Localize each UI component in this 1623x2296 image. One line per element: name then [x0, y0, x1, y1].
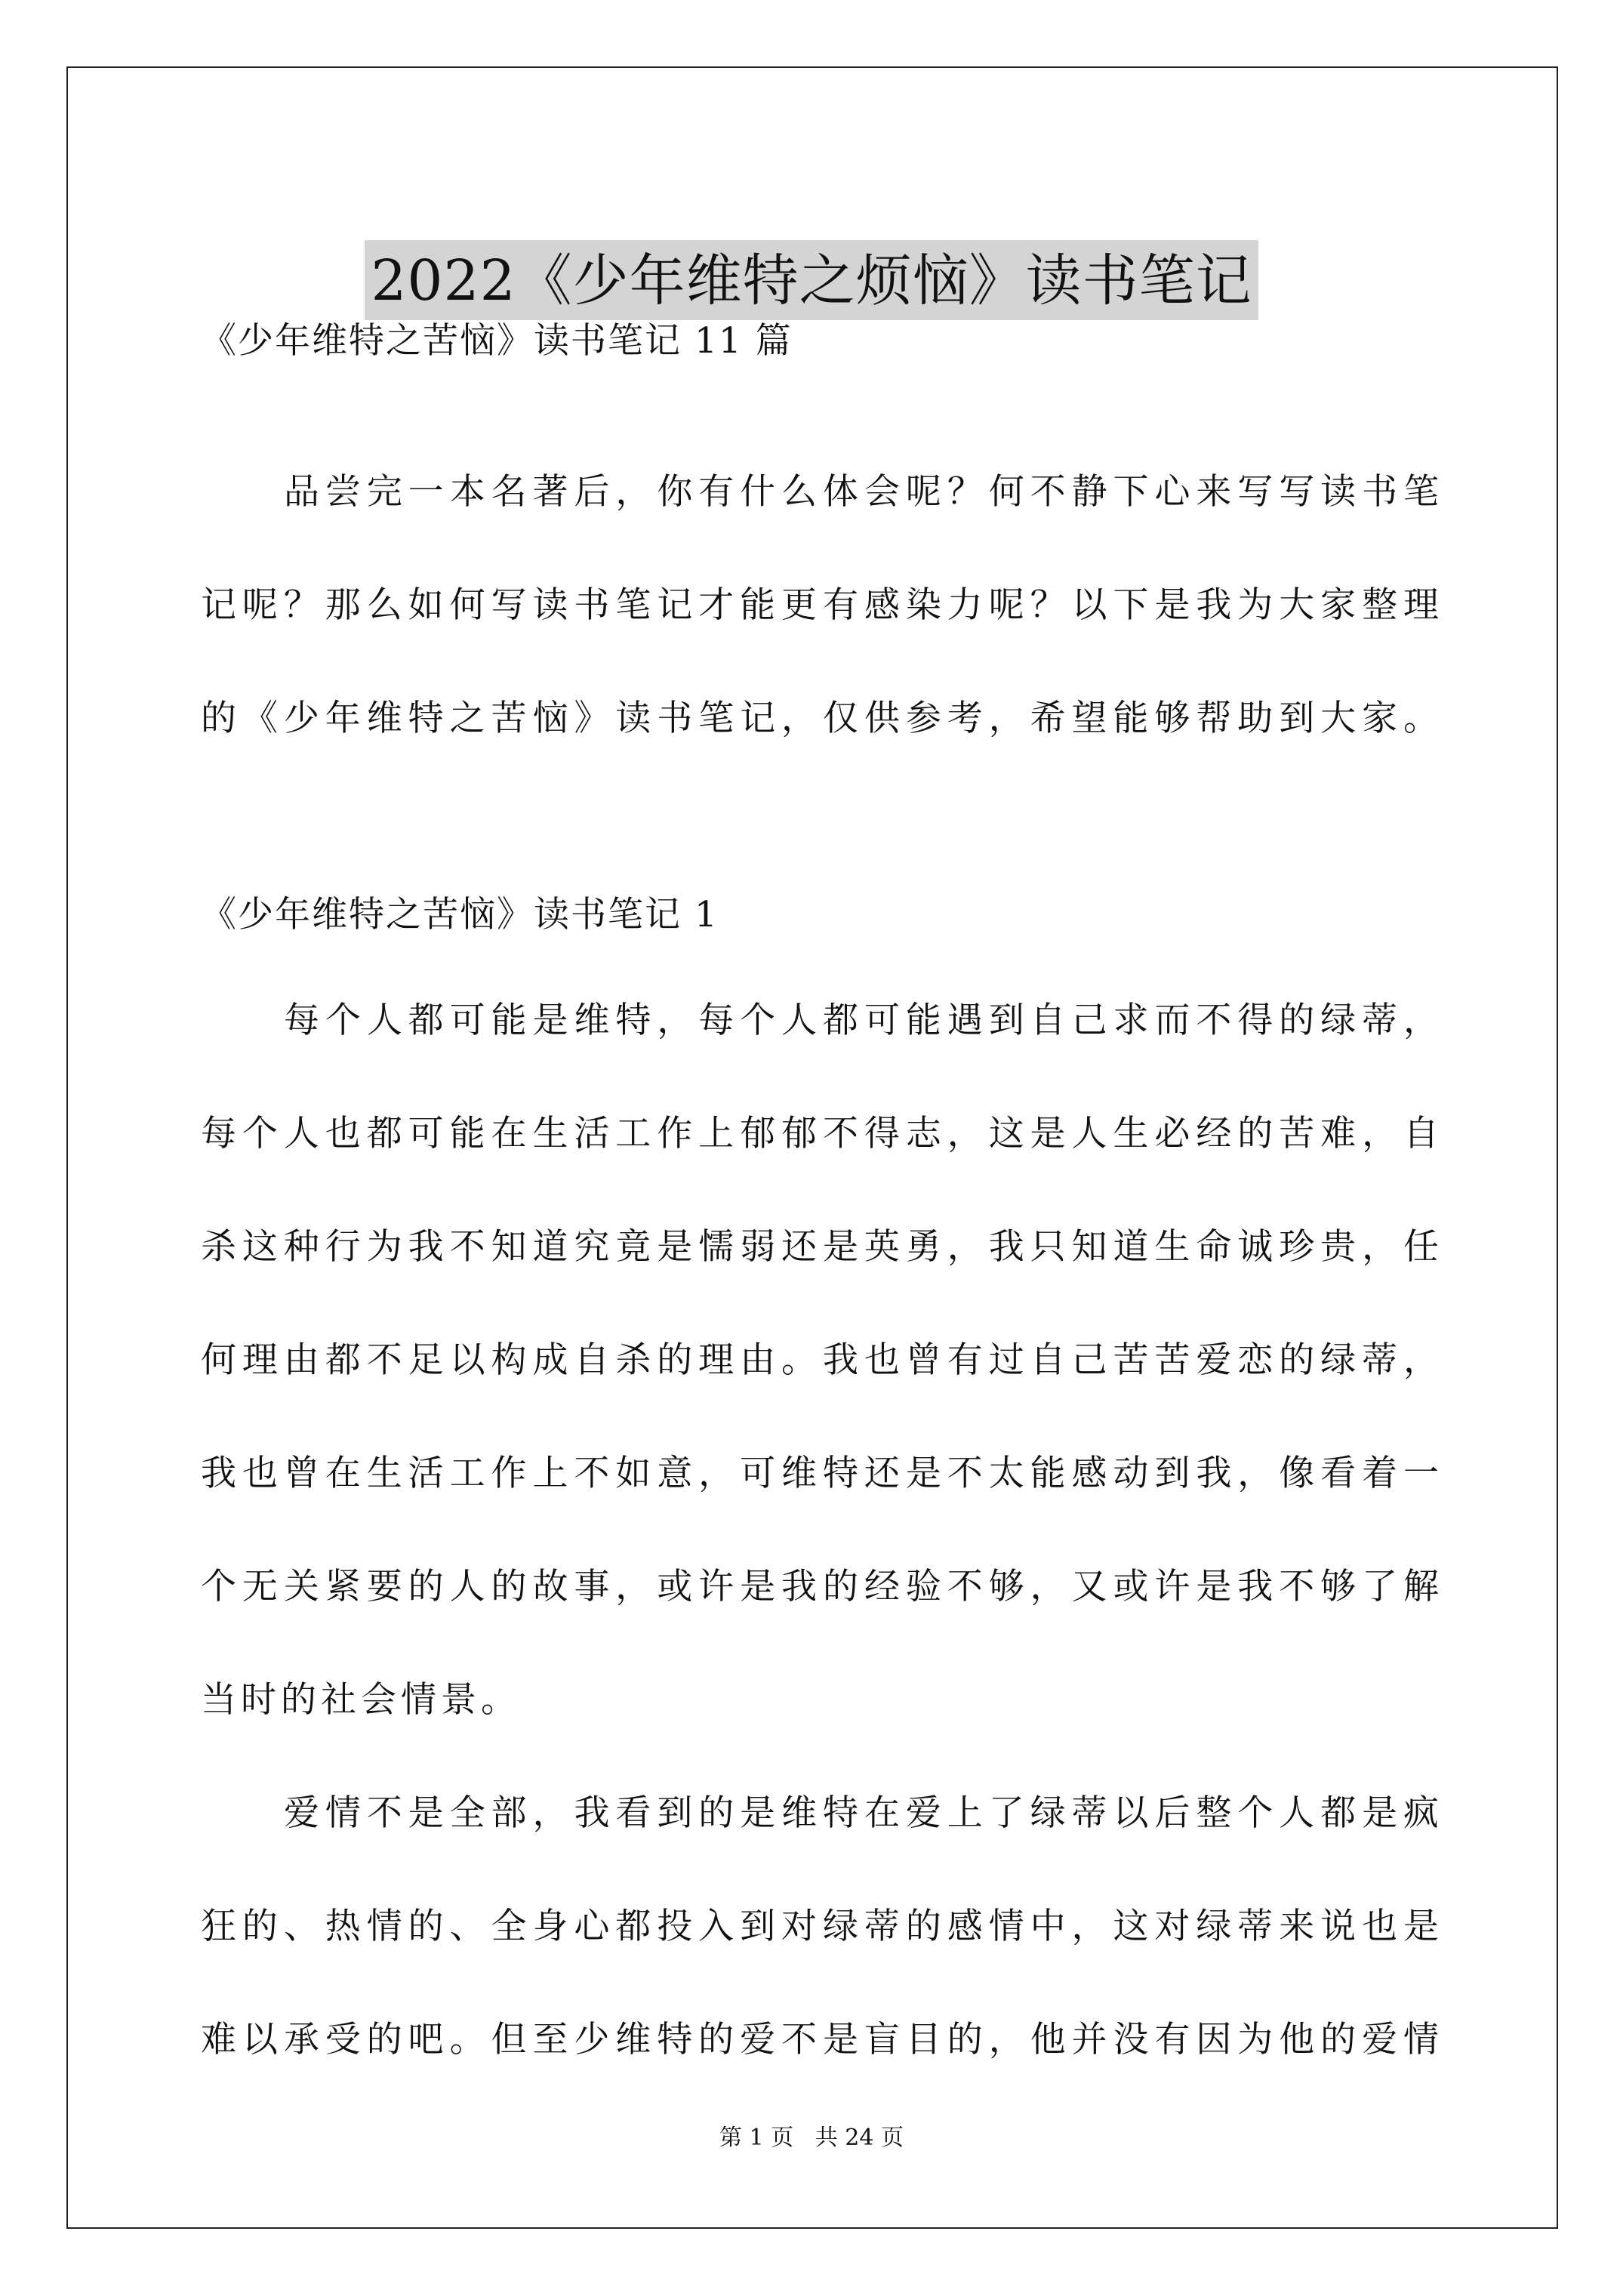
paragraph-line: 杀这种行为我不知道究竟是懦弱还是英勇，我只知道生命诚珍贵，任	[201, 1226, 1439, 1268]
document-title: 2022《少年维特之烦恼》读书笔记	[365, 240, 1258, 320]
paragraph-line: 当时的社会情景。	[201, 1679, 521, 1721]
paragraph-line: 每个人都可能是维特，每个人都可能遇到自己求而不得的绿蒂，	[284, 1000, 1439, 1041]
paragraph-line: 爱情不是全部，我看到的是维特在爱上了绿蒂以后整个人都是疯	[284, 1792, 1439, 1834]
intro-line: 的《少年维特之苦恼》读书笔记，仅供参考，希望能够帮助到大家。	[201, 698, 1439, 739]
paragraph-line: 我也曾在生活工作上不如意，可维特还是不太能感动到我，像看着一	[201, 1453, 1439, 1494]
paragraph-line: 何理由都不足以构成自杀的理由。我也曾有过自己苦苦爱恋的绿蒂，	[201, 1339, 1439, 1381]
paragraph-line: 难以承受的吧。但至少维特的爱不是盲目的，他并没有因为他的爱情	[201, 2019, 1439, 2060]
paragraph-line: 个无关紧要的人的故事，或许是我的经验不够，又或许是我不够了解	[201, 1566, 1439, 1607]
intro-line: 品尝完一本名著后，你有什么体会呢？何不静下心来写写读书笔	[284, 471, 1439, 513]
intro-line: 记呢？那么如何写读书笔记才能更有感染力呢？以下是我为大家整理	[201, 584, 1439, 626]
paragraph-line: 每个人也都可能在生活工作上郁郁不得志，这是人生必经的苦难，自	[201, 1113, 1439, 1154]
page-footer: 第 1 页 共 24 页	[719, 2125, 904, 2151]
document-subtitle: 《少年维特之苦恼》读书笔记 11 篇	[201, 320, 793, 362]
paragraph-line: 狂的、热情的、全身心都投入到对绿蒂的感情中，这对绿蒂来说也是	[201, 1906, 1439, 1947]
section-heading: 《少年维特之苦恼》读书笔记 1	[201, 894, 719, 935]
